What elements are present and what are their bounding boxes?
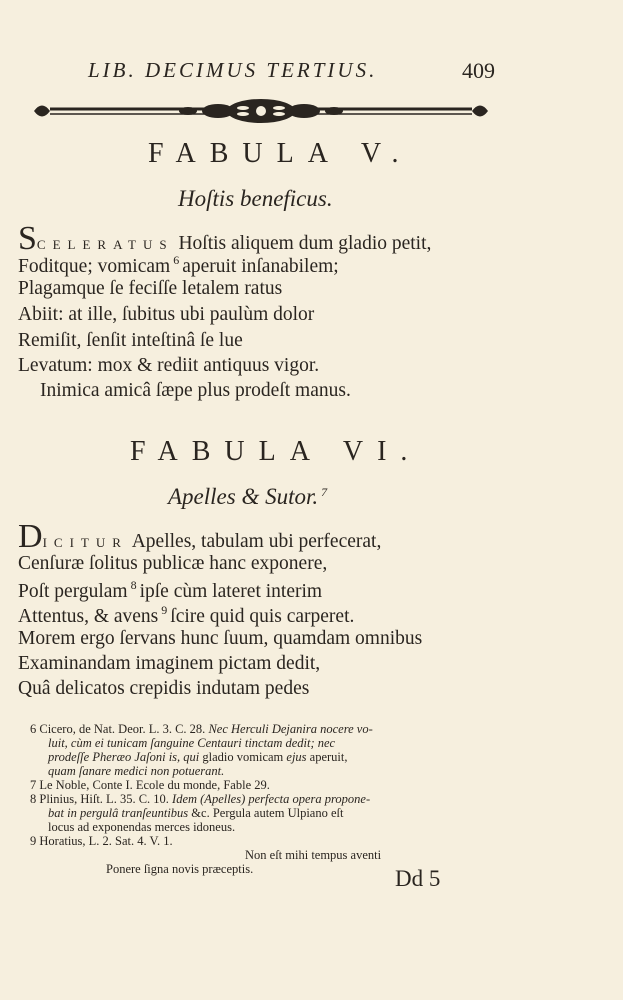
footnote-text: 6 Cicero, de Nat. Deor. L. 3. C. 28. (30, 722, 206, 736)
footnote-text: gladio vomicam (202, 750, 284, 764)
footnote-line (30, 722, 373, 737)
verse-line (18, 222, 431, 256)
footnote-line (30, 792, 370, 807)
verse-line: Quâ delicatos crepidis indutam pedes (18, 678, 310, 699)
verse-line: Abiit: at ille, ſubitus ubi paulùm dolor (18, 304, 315, 325)
verse-line: Remiſit, ſenſit inteſtinâ ſe lue (18, 330, 243, 351)
fable-5-title: FABULA V. (148, 138, 413, 169)
quoted-verse: Ponere ſigna novis præceptis. (106, 862, 254, 876)
quoted-verse: Non eſt mihi tempus aventi (245, 848, 382, 862)
verse-text: ipſe cùm lateret interim (139, 581, 323, 602)
footnote-line (48, 806, 343, 821)
verse-line: Examinandam imaginem pictam dedit, (18, 653, 321, 674)
signature-mark: Dd 5 (395, 866, 441, 891)
subtitle-text: Apelles & Sutor. (168, 484, 319, 509)
footnote-text: Nec Herculi Dejanira nocere vo- (208, 722, 373, 736)
footnote-line (48, 750, 348, 765)
page-number: 409 (462, 58, 495, 83)
footnote-text: ejus (286, 750, 307, 764)
verse-text: Hoſtis aliquem dum gladio petit, (178, 233, 432, 254)
verse-line: Cenſuræ ſolitus publicæ hanc exponere, (18, 553, 328, 574)
ornamental-rule (28, 92, 494, 128)
footnote-line: 7 Le Noble, Conte I. Ecole du monde, Fable 29. (30, 778, 270, 792)
footnote-marker: 7 (321, 485, 328, 499)
verse-text: aperuit inſanabilem; (182, 256, 339, 277)
small-caps-word: CELERATUS (36, 237, 174, 252)
footnote-line: 9 Horatius, L. 2. Sat. 4. V. 1. (30, 834, 173, 848)
drop-cap: D (18, 518, 43, 555)
footnote-text: prodeſſe Pheræo Jaſoni is, qui (48, 750, 200, 764)
verse-line: Morem ergo ſervans hunc ſuum, quamdam omnibus (18, 628, 423, 649)
footnote-marker: 8 (130, 578, 137, 592)
footnote-line: quam ſanare medici non potuerant. (48, 764, 225, 778)
verse-text: Foditque; vomicam (18, 256, 171, 277)
verse-line: Levatum: mox & rediit antiquus vigor. (18, 355, 320, 376)
small-caps-word: ICITUR (42, 535, 128, 550)
verse-text: Apelles, tabulam ubi perfecerat, (131, 531, 382, 552)
verse-text: ſcire quid quis carperet. (170, 606, 355, 627)
footnote-marker: 9 (161, 603, 168, 617)
footnote-marker: 6 (173, 253, 180, 267)
drop-cap: S (18, 220, 37, 257)
footnote-text: &c. Pergula autem Ulpiano eſt (191, 806, 344, 820)
verse-text: Attentus, & avens (18, 606, 159, 627)
verse-line: Plagamque ſe feciſſe letalem ratus (18, 278, 283, 299)
footnote-text: 8 Plinius, Hiſt. L. 35. C. 10. (30, 792, 169, 806)
verse-line: Inimica amicâ ſæpe plus prodeſt manus. (40, 380, 351, 401)
verse-line (18, 603, 354, 628)
fable-6-title: FABULA VI. (130, 436, 422, 467)
running-title: LIB. DECIMUS TERTIUS. (88, 58, 378, 82)
fable-6-subtitle (168, 484, 330, 510)
footnote-text: aperuit, (309, 750, 348, 764)
verse-line (18, 253, 339, 278)
verse-line (18, 578, 322, 603)
verse-text: Poſt pergulam (18, 581, 128, 602)
fable-5-subtitle: Hoſtis beneficus. (178, 186, 333, 211)
footnote-line: luit, cùm ei tunicam ſanguine Centauri tinctam dedit; nec (48, 736, 336, 750)
footnote-line: locus ad exponendas merces idoneus. (48, 820, 236, 834)
footnote-text: bat in pergulâ tranſeuntibus (48, 806, 189, 820)
footnote-text: Idem (Apelles) perfecta opera propone- (172, 792, 371, 806)
verse-line (18, 520, 381, 554)
